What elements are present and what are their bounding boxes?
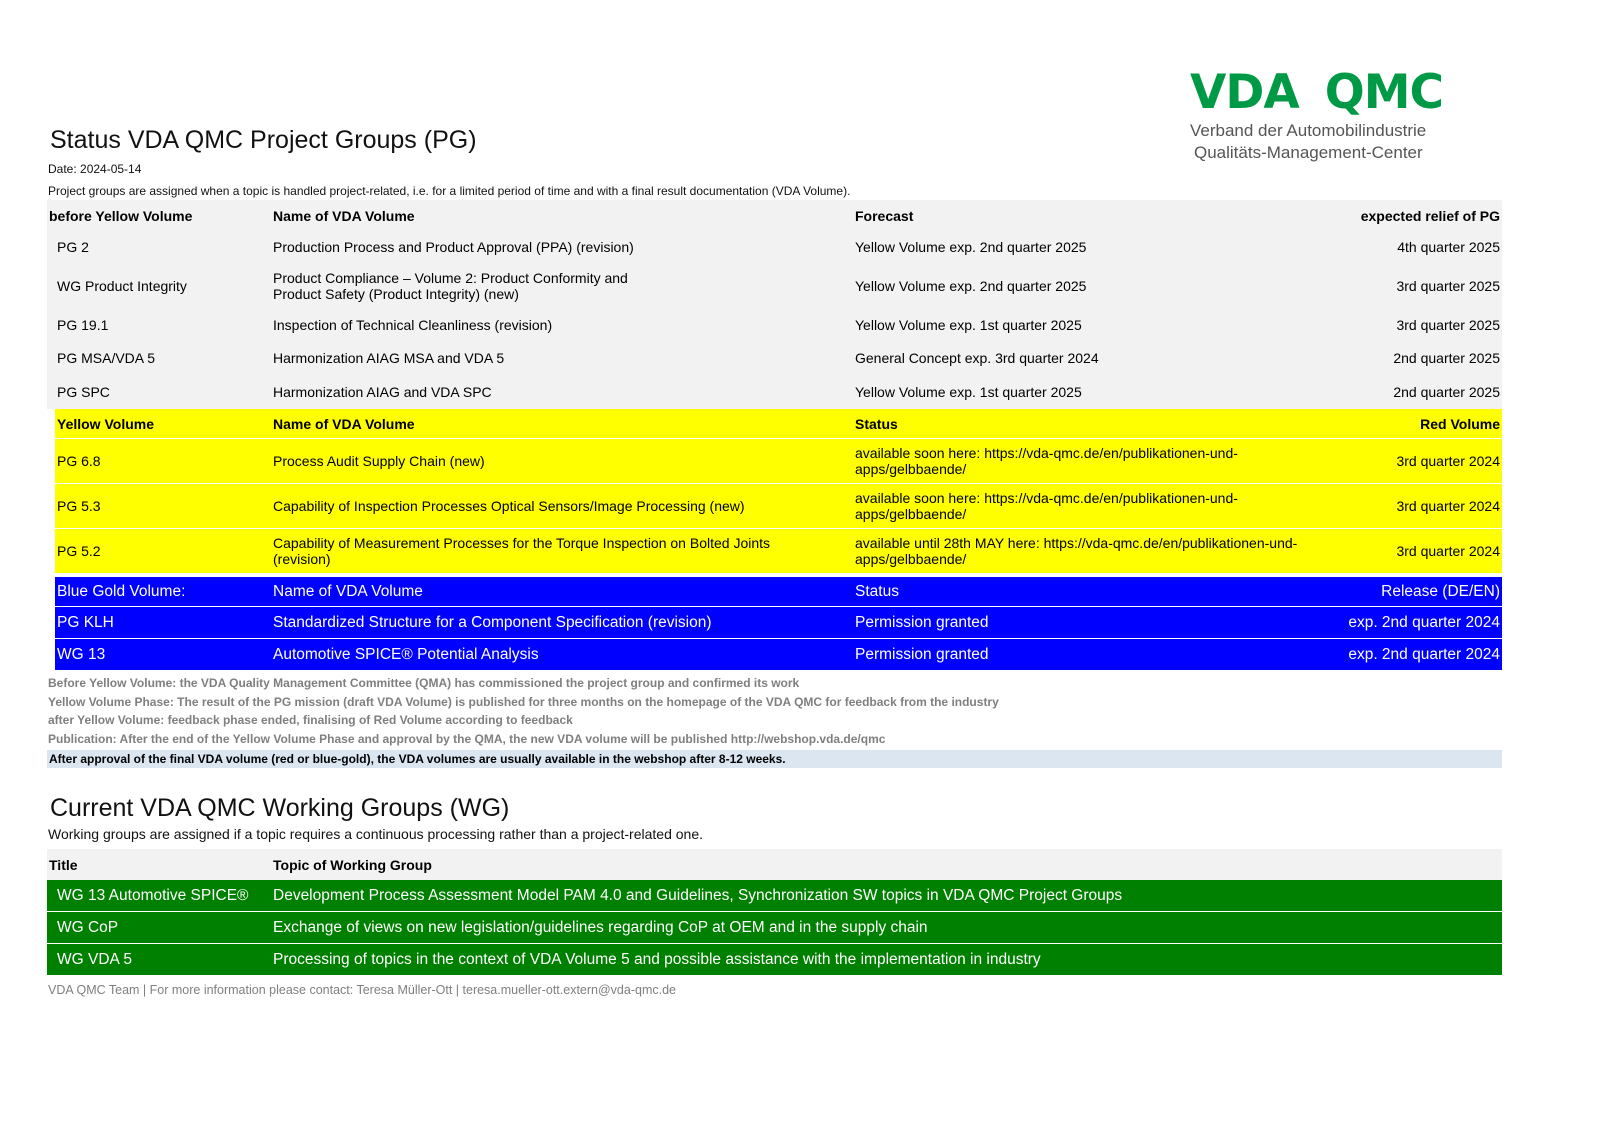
- wg-topic-cell: Processing of topics in the context of VDA Volume 5 and possible assistance with the implementation in industry: [273, 950, 1041, 968]
- pg-intro: Project groups are assigned when a topic is handled project-related, i.e. for a limited period of time and with a final result documentation (VDA Volume).: [48, 184, 851, 198]
- header-cell: Status: [855, 582, 899, 600]
- group-cell: PG 2: [57, 239, 89, 255]
- status-cell: Permission granted: [855, 645, 989, 663]
- wg-title-cell: WG CoP: [57, 918, 119, 936]
- header-cell: Name of VDA Volume: [273, 415, 415, 432]
- logo-line-1: Verband der Automobilindustrie: [1190, 121, 1427, 140]
- before-yellow-table: [47, 200, 1502, 409]
- forecast-cell: Yellow Volume exp. 1st quarter 2025: [855, 383, 1082, 400]
- header-cell: Name of VDA Volume: [273, 207, 415, 224]
- table-row: [55, 484, 1502, 529]
- table-row: [55, 439, 1502, 484]
- header-cell: Title: [49, 856, 78, 873]
- table-row: [47, 944, 1502, 976]
- volume-cell: Product Compliance – Volume 2: Product Conformity and Product Safety (Product Integrity) (new): [273, 269, 628, 302]
- group-cell: PG SPC: [57, 383, 110, 400]
- group-cell: PG 19.1: [57, 316, 109, 333]
- header-cell: Red Volume: [1420, 415, 1500, 432]
- working-groups-table: [47, 849, 1502, 976]
- wg-title-cell: WG VDA 5: [57, 950, 132, 968]
- table-header-row: [55, 577, 1502, 607]
- header-cell: Topic of Working Group: [273, 856, 432, 873]
- footer-contact: VDA QMC Team | For more information please contact: Teresa Müller-Ott | teresa.mueller-ott.extern@vda-qmc.de: [48, 983, 676, 997]
- table-row: [55, 607, 1502, 639]
- header-cell: Yellow Volume: [57, 415, 154, 432]
- relief-cell: 3rd quarter 2025: [1396, 277, 1500, 294]
- report-date: Date: 2024-05-14: [48, 162, 142, 176]
- note-line: Before Yellow Volume: the VDA Quality Management Committee (QMA) has commissioned the project group and confirmed its work: [48, 676, 800, 690]
- wg-section-title: Current VDA QMC Working Groups (WG): [50, 794, 510, 822]
- group-cell: PG 5.3: [57, 498, 101, 514]
- wg-title-cell: WG 13 Automotive SPICE®: [57, 886, 249, 904]
- header-cell: Release (DE/EN): [1381, 582, 1500, 600]
- volume-cell: Standardized Structure for a Component Specification (revision): [273, 613, 712, 631]
- volume-cell: Automotive SPICE® Potential Analysis: [273, 645, 539, 663]
- table-header-row: [47, 849, 1502, 880]
- header-cell: expected relief of PG: [1360, 207, 1500, 224]
- group-cell: PG MSA/VDA 5: [57, 349, 156, 366]
- release-cell: exp. 2nd quarter 2024: [1348, 613, 1500, 631]
- table-header-row: [55, 409, 1502, 439]
- header-cell: Blue Gold Volume:: [57, 582, 186, 600]
- relief-cell: 4th quarter 2025: [1397, 239, 1500, 255]
- wg-intro: Working groups are assigned if a topic requires a continuous processing rather than a project-related one.: [48, 826, 704, 842]
- page-title: Status VDA QMC Project Groups (PG): [50, 126, 477, 154]
- note-line[interactable]: Publication: After the end of the Yellow Volume Phase and approval by the QMA, the new VDA volume will be published http://webshop.vda.de/qmc: [48, 731, 886, 746]
- note-line: Yellow Volume Phase: The result of the PG mission (draft VDA Volume) is published for three months on the homepage of the VDA QMC for feedback from the industry: [48, 694, 999, 709]
- volume-cell: Process Audit Supply Chain (new): [273, 453, 485, 469]
- table-row: [55, 639, 1502, 671]
- logo-mark-qmc: QMC: [1324, 65, 1443, 120]
- table-row: [47, 308, 1502, 341]
- header-cell: Status: [855, 415, 898, 432]
- forecast-cell: General Concept exp. 3rd quarter 2024: [855, 349, 1099, 366]
- volume-cell: Inspection of Technical Cleanliness (revision): [273, 316, 553, 333]
- red-volume-cell: 3rd quarter 2024: [1396, 453, 1500, 469]
- red-volume-cell: 3rd quarter 2024: [1396, 498, 1500, 514]
- header-cell: before Yellow Volume: [49, 207, 193, 224]
- wg-topic-cell: Development Process Assessment Model PAM 4.0 and Guidelines, Synchronization SW topics in VDA QMC Project Groups: [273, 886, 1123, 904]
- header-cell: Name of VDA Volume: [273, 582, 423, 600]
- wg-topic-cell: Exchange of views on new legislation/guidelines regarding CoP at OEM and in the supply chain: [273, 918, 928, 936]
- forecast-cell: Yellow Volume exp. 2nd quarter 2025: [855, 277, 1087, 294]
- status-link-cell[interactable]: available soon here: https://vda-qmc.de/en/publikationen-und-apps/gelbbaende/: [855, 445, 1238, 477]
- group-cell: PG 5.2: [57, 543, 101, 559]
- status-cell: Permission granted: [855, 613, 989, 631]
- forecast-cell: Yellow Volume exp. 1st quarter 2025: [855, 316, 1082, 333]
- group-cell: WG Product Integrity: [57, 277, 187, 294]
- vda-qmc-logo: [1190, 66, 1470, 164]
- relief-cell: 3rd quarter 2025: [1396, 316, 1500, 333]
- table-row: [55, 529, 1502, 574]
- group-cell: PG KLH: [57, 613, 114, 631]
- logo-mark-vda: VDA: [1190, 65, 1299, 120]
- volume-cell: Production Process and Product Approval (PPA) (revision): [273, 239, 634, 255]
- table-header-row: [47, 200, 1502, 231]
- table-row: [47, 880, 1502, 912]
- status-link-cell[interactable]: available soon here: https://vda-qmc.de/en/publikationen-und-apps/gelbbaende/: [855, 490, 1238, 522]
- volume-cell: Capability of Measurement Processes for the Torque Inspection on Bolted Joints (revision): [273, 535, 771, 567]
- table-row: [47, 231, 1502, 263]
- volume-cell: Harmonization AIAG MSA and VDA 5: [273, 349, 505, 366]
- volume-cell: Capability of Inspection Processes Optical Sensors/Image Processing (new): [273, 498, 745, 514]
- header-cell: Forecast: [855, 207, 914, 224]
- release-cell: exp. 2nd quarter 2024: [1348, 645, 1500, 663]
- table-row: [47, 263, 1502, 308]
- note-line: after Yellow Volume: feedback phase ended, finalising of Red Volume according to feedback: [48, 713, 573, 727]
- relief-cell: 2nd quarter 2025: [1393, 383, 1500, 400]
- yellow-volume-table: [47, 409, 1502, 574]
- table-row: [47, 374, 1502, 409]
- blue-gold-volume-table: [47, 577, 1502, 671]
- table-row: [47, 912, 1502, 944]
- final-note: After approval of the final VDA volume (red or blue-gold), the VDA volumes are usually available in the webshop after 8-12 weeks.: [47, 750, 1502, 768]
- logo-mark: [1190, 66, 1470, 120]
- forecast-cell: Yellow Volume exp. 2nd quarter 2025: [855, 239, 1087, 255]
- volume-cell: Harmonization AIAG and VDA SPC: [273, 383, 492, 400]
- status-link-cell[interactable]: available until 28th MAY here: https://vda-qmc.de/en/publikationen-und-apps/gelbbaende/: [855, 535, 1298, 567]
- table-row: [47, 341, 1502, 374]
- logo-line-2: Qualitäts-Management-Center: [1194, 143, 1423, 162]
- red-volume-cell: 3rd quarter 2024: [1396, 543, 1500, 559]
- phase-notes: [48, 674, 999, 748]
- group-cell: WG 13: [57, 645, 106, 663]
- relief-cell: 2nd quarter 2025: [1393, 349, 1500, 366]
- group-cell: PG 6.8: [57, 453, 101, 469]
